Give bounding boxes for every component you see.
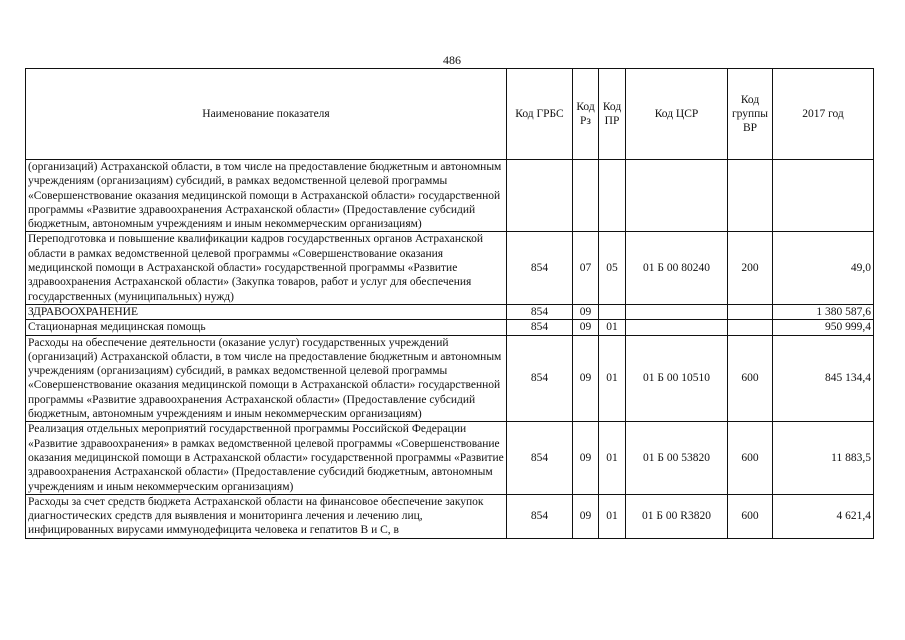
table-row [26,320,874,335]
row-rz: 07 [573,232,599,304]
row-csr [626,304,728,319]
row-rz: 09 [573,422,599,494]
row-vr: 600 [728,335,773,422]
row-name: ЗДРАВООХРАНЕНИЕ [26,304,507,319]
row-grbs: 854 [507,232,573,304]
table-row [26,335,874,422]
row-pr: 01 [599,422,626,494]
row-grbs: 854 [507,304,573,319]
row-amount: 950 999,4 [773,320,874,335]
row-grbs: 854 [507,494,573,538]
header-pr: Код ПР [599,69,626,160]
page-number: 486 [443,53,461,67]
row-vr [728,320,773,335]
row-grbs: 854 [507,320,573,335]
header-rz: Код Рз [573,69,599,160]
row-rz: 09 [573,304,599,319]
row-pr: 01 [599,335,626,422]
row-pr [599,304,626,319]
header-grbs: Код ГРБС [507,69,573,160]
row-grbs [507,160,573,232]
row-csr [626,160,728,232]
table-row [26,422,874,494]
table-row [26,494,874,538]
row-rz: 09 [573,494,599,538]
budget-table [25,68,874,539]
row-csr: 01 Б 00 53820 [626,422,728,494]
row-csr: 01 Б 00 10510 [626,335,728,422]
row-name: Расходы на обеспечение деятельности (оказание услуг) государственных учреждений (организаций) Астраханской области, в том числе на предоставление бюджетным и автономным учреждениям (организациям) субсидий, в рамках ведомственной целевой программы «Совершенствование оказания медицинской помощи в Астраханской области» государственной программы «Развитие здравоохранения Астраханской области» (Предоставление субсидий бюджетным, автономным учреждениям и иным некоммерческим организациям) [26,335,507,422]
table-header-row [26,69,874,160]
header-year: 2017 год [773,69,874,160]
header-name: Наименование показателя [26,69,507,160]
row-vr: 200 [728,232,773,304]
row-rz [573,160,599,232]
row-vr: 600 [728,422,773,494]
header-vr: Код группы ВР [728,69,773,160]
row-pr: 01 [599,320,626,335]
row-rz: 09 [573,320,599,335]
row-csr: 01 Б 00 80240 [626,232,728,304]
row-amount [773,160,874,232]
row-amount: 845 134,4 [773,335,874,422]
row-name: (организаций) Астраханской области, в том числе на предоставление бюджетным и автономным учреждениям (организациям) субсидий, в рамках ведомственной целевой программы «Совершенствование оказания медицинской помощи в Астраханской области» государственной программы «Развитие здравоохранения Астраханской области» (Предоставление субсидий бюджетным, автономным учреждениям и иным некоммерческим организациям) [26,160,507,232]
row-amount: 1 380 587,6 [773,304,874,319]
row-name: Реализация отдельных мероприятий государственной программы Российской Федерации «Развитие здравоохранения» в рамках ведомственной целевой программы «Совершенствование оказания медицинской помощи в Астраханской области» государственной программы «Развитие здравоохранения Астраханской области» (Предоставление субсидий бюджетным, автономным учреждениям и иным некоммерческим организациям) [26,422,507,494]
row-name: Расходы за счет средств бюджета Астраханской области на финансовое обеспечение закупок диагностических средств для выявления и мониторинга лечения и лечению лиц, инфицированных вирусами иммунодефицита человека и гепатитов В и С, в [26,494,507,538]
header-csr: Код ЦСР [626,69,728,160]
row-pr: 05 [599,232,626,304]
row-vr: 600 [728,494,773,538]
row-name: Переподготовка и повышение квалификации кадров государственных органов Астраханской области в рамках ведомственной целевой программы «Совершенствование оказания медицинской помощи в Астраханской области» государственной программы «Развитие здравоохранения Астраханской области» (Закупка товаров, работ и услуг для обеспечения государственных (муниципальных) нужд) [26,232,507,304]
row-csr: 01 Б 00 R3820 [626,494,728,538]
row-name: Стационарная медицинская помощь [26,320,507,335]
row-pr: 01 [599,494,626,538]
row-amount: 11 883,5 [773,422,874,494]
table-row [26,304,874,319]
row-vr [728,304,773,319]
row-vr [728,160,773,232]
row-csr [626,320,728,335]
row-pr [599,160,626,232]
table-row [26,232,874,304]
row-grbs: 854 [507,422,573,494]
row-grbs: 854 [507,335,573,422]
table-row [26,160,874,232]
row-amount: 49,0 [773,232,874,304]
row-rz: 09 [573,335,599,422]
row-amount: 4 621,4 [773,494,874,538]
